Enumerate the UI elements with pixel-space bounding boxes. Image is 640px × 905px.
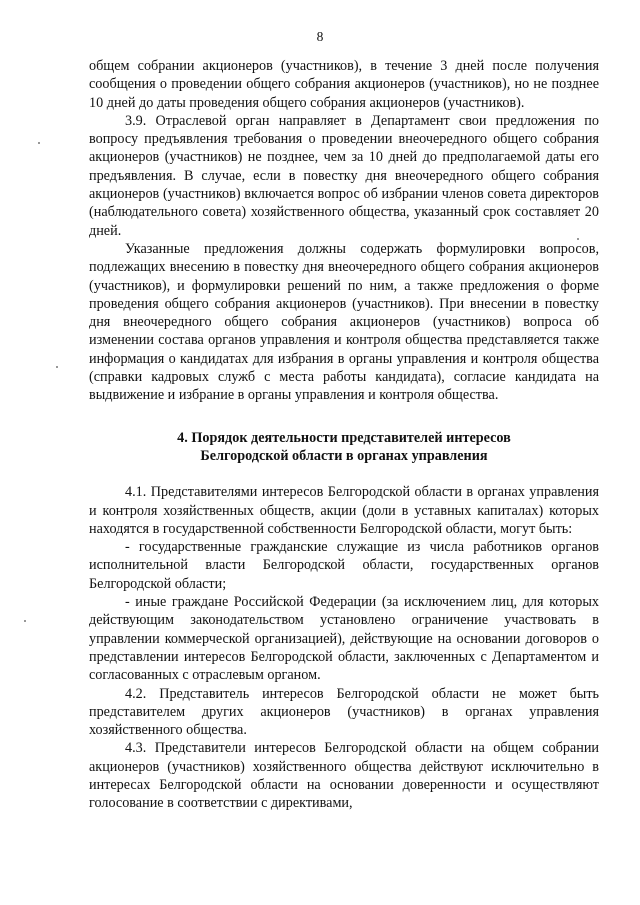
scan-mark	[56, 366, 58, 368]
list-item-other-citizens: - иные граждане Российской Федерации (за исключением лиц, для которых действующим законодательством установлено ограничение участвовать в управлении коммерческой организацией), действующие на основании договоров о представлении интересов Белгородской области, заключенных с Департаментом и согласованных с отраслевым органом.	[89, 594, 599, 684]
page-number: 8	[316, 29, 324, 44]
paragraph-4-2: 4.2. Представитель интересов Белгородской области не может быть представителем других акционеров (участников) в органах управления хозяйственного общества.	[89, 685, 599, 739]
section-heading-line-1: 4. Порядок деятельности представителей интересов	[177, 429, 511, 446]
paragraph-4-1: 4.1. Представителями интересов Белгородской области в органах управления и контроля хозяйственных обществ, акции (доли в уставных капиталах) которых находятся в государственной собственности Белгородской области, могут быть:	[89, 484, 599, 537]
paragraph-4-3: 4.3. Представители интересов Белгородской области на общем собрании акционеров (участников) хозяйственного общества действуют исключительно в интересах Белгородской области на основании доверенности и осуществляют голосование в соответствии с директивами,	[89, 740, 599, 812]
paragraph-continuation: общем собрании акционеров (участников), в течение 3 дней после получения сообщения о проведении общего собрания акционеров (участников), но не позднее 10 дней до даты проведения общего собрания акционеров (участников).	[89, 58, 599, 111]
scan-mark	[24, 620, 26, 622]
list-item-civil-servants: - государственные гражданские служащие из числа работников органов исполнительной власти Белгородской области, государственных органов Белгородской области;	[89, 539, 599, 592]
paragraph-3-9: 3.9. Отраслевой орган направляет в Департамент свои предложения по вопросу предъявления требования о проведении внеочередного общего собрания акционеров (участников) не позднее, чем за 10 дней до предполагаемой даты его предъявления. В случае, если в повестку дня внеочередного общего собрания акционеров (участников) включается вопрос об избрании членов совета директоров (наблюдательного совета) хозяйственного общества, указанный срок составляет 20 дней.	[89, 112, 599, 239]
document-body	[89, 57, 599, 813]
paragraph-proposals: Указанные предложения должны содержать формулировки вопросов, подлежащих внесению в повестку дня внеочередного общего собрания акционеров (участников), и формулировки решений по ним, а также предложения о форме проведения общего собрания акционеров (участников). При внесении в повестку дня внеочередного общего собрания акционеров (участников) вопроса об изменении состава органов управления и контроля общества представляется также информация о кандидатах для избрания в органы управления и контроля общества (справки кадровых служб с места работы кандидата), согласие кандидата на выдвижение и избрание в органы управления и контроля общества.	[89, 240, 599, 404]
section-heading-line-2: Белгородской области в органах управления	[200, 447, 488, 464]
section-heading	[89, 429, 599, 466]
scan-mark	[38, 142, 40, 144]
